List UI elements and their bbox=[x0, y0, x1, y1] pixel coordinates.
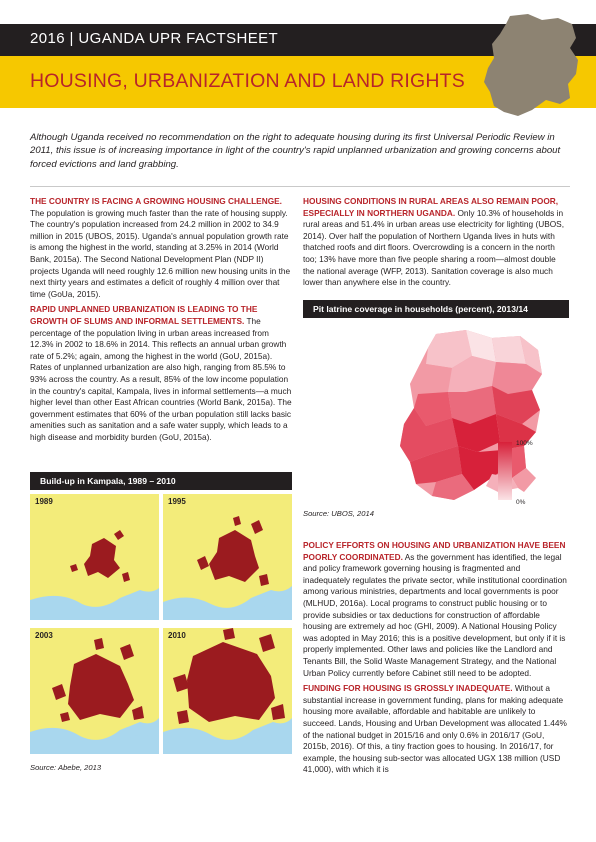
section-heading: POLICY EFFORTS ON HOUSING AND URBANIZATION HAVE BEEN POORLY COORDINATED. bbox=[303, 540, 566, 562]
uganda-silhouette-icon bbox=[480, 12, 584, 120]
section-rural bbox=[303, 196, 569, 289]
map-year-label: 2003 bbox=[35, 631, 53, 640]
kampala-figure-source: Source: Abebe, 2013 bbox=[30, 763, 102, 772]
section-body: As the government has identified, the legal and policy framework governing housing is fragmented and inadequately regulates the private sector, while institutional coordination among various ministries, departments and local governments is poor (MLHUD, 2016a). Local programs to construct public housing or to provide subsidies or tax deductions for construction of affordable housing are extremely ad hoc (GHI, 2009). A National Housing Policy was adopted in May 2016; this is a positive development, but only if it is properly implemented. Other laws and policies like the Landlord and Tenants Bill, the Solid Waste Management Strategy, and the National Urban Policy currently before Cabinet still need to be adopted. bbox=[303, 551, 567, 678]
section-body: The population is growing much faster than the rate of housing supply. The country's population increased from 24.2 million in 2002 to 34.9 million in 2015 (UBOS, 2015). Uganda's annual population growth rate is among the highest in the world, standing at 3.25% in 2014 (World Bank, 2015a). The Second National Development Plan (NDP II) projects Uganda will need roughly 12.6 million new housing units in the next thirty years and estimates a deficit of roughly 4 million over that time (GoUa, 2015). bbox=[30, 207, 291, 299]
latrine-figure-source: Source: UBOS, 2014 bbox=[303, 509, 374, 518]
kampala-map-2003 bbox=[30, 628, 159, 754]
map-year-label: 2010 bbox=[168, 631, 186, 640]
section-heading: RAPID UNPLANNED URBANIZATION IS LEADING TO THE GROWTH OF SLUMS AND INFORMAL SETTLEMENTS. bbox=[30, 304, 258, 326]
right-column-top bbox=[303, 196, 569, 293]
section-body: The percentage of the population living in urban areas increased from 12.3% in 2002 to 18.6% in 2014. This reflects an annual urban growth rate of 5.2%; again, among the highest in the world (GoU, 2015a). Rates of unplanned urbanization are also high, ranging from 85.5% to 93% across the country. As a result, 85% of the low income population in the country's capital, Kampala, lives in informal settlements—a much higher level than other East African countries (World Bank, 2015a). The government estimates that 60% of the urban population still lacks basic amenities such as sanitation and a safe water supply, which leads to a high disease and morbidity burden (GoU, 2015a). bbox=[30, 315, 292, 442]
section-heading: THE COUNTRY IS FACING A GROWING HOUSING CHALLENGE. bbox=[30, 196, 282, 206]
section-funding bbox=[303, 683, 569, 776]
legend-gradient bbox=[498, 442, 512, 500]
kampala-map-1989 bbox=[30, 494, 159, 620]
factsheet-title: 2016 | UGANDA UPR FACTSHEET bbox=[30, 30, 279, 47]
section-policy bbox=[303, 540, 569, 679]
page-title: HOUSING, URBANIZATION AND LAND RIGHTS bbox=[30, 70, 466, 92]
right-column-bottom bbox=[303, 540, 569, 780]
section-heading: HOUSING CONDITIONS IN RURAL AREAS ALSO REMAIN POOR, ESPECIALLY IN NORTHERN UGANDA. bbox=[303, 196, 559, 218]
section-heading: FUNDING FOR HOUSING IS GROSSLY INADEQUATE. bbox=[303, 683, 513, 694]
latrine-figure-caption: Pit latrine coverage in households (percent), 2013/14 bbox=[303, 300, 569, 318]
legend-high-label: 100% bbox=[516, 440, 533, 447]
section-slums bbox=[30, 304, 292, 443]
map-year-label: 1989 bbox=[35, 497, 53, 506]
section-body: Without a substantial increase in government funding, plans for making adequate housing more available, affordable and habitable are unlikely to succeed. Lands, Housing and Urban Development was allocated 1.44% of the national budget in 2015/16 and only 0.6% in 2016/17 (GoU, 2015b, 2016). Of this, a tiny fraction goes to housing. In 2016/17, for example, the housing sub-sector was allocated UGX 138 million (USD 41,000), with which it is bbox=[303, 683, 567, 775]
legend-low-label: 0% bbox=[516, 499, 526, 506]
kampala-map-1995 bbox=[163, 494, 292, 620]
section-body: Only 10.3% of households in rural areas and 51.4% in urban areas use electricity for lighting (UBOS, 2014). Over half the population of Northern Uganda lives in huts with thatched roofs and dirt floors. Overcrowding is a concern in the north too; 13% have more than five people sharing a room—almost double the national average (WFP, 2013). Sanitation coverage is also much lower than anywhere else in the country. bbox=[303, 207, 565, 288]
left-column bbox=[30, 196, 292, 447]
kampala-figure-caption: Build-up in Kampala, 1989 – 2010 bbox=[30, 472, 292, 490]
divider bbox=[30, 186, 570, 187]
latrine-coverage-map bbox=[396, 328, 544, 514]
intro-text: Although Uganda received no recommendation on the right to adequate housing during its first Universal Periodic Review in 2011, this issue is of increasing importance in light of the country's rapid unplanned urbanization and growing concerns about forced evictions and land grabbing. bbox=[30, 132, 561, 170]
map-year-label: 1995 bbox=[168, 497, 186, 506]
kampala-buildup-figure bbox=[30, 494, 292, 754]
kampala-map-2010 bbox=[163, 628, 292, 754]
section-housing-challenge bbox=[30, 196, 292, 300]
